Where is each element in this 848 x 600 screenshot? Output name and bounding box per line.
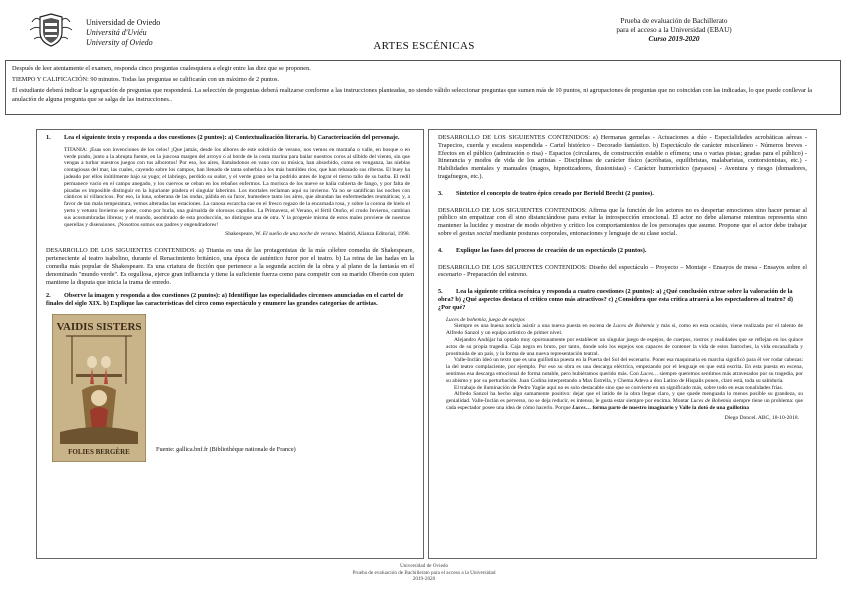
question-3-title: Sintetice el concepto de teatro épico creado por Bertold Brecht (2 puntos). xyxy=(456,189,654,197)
review-p5-italic: Luces de Bohemia xyxy=(690,398,732,405)
university-name-asturian: Universitá d'Uviéu xyxy=(86,28,147,37)
question-3-development-italic: gestus social xyxy=(459,229,492,237)
review-source: Diego Doncel. ABC, 18-10-2018. xyxy=(724,414,799,421)
question-2-number: 2. xyxy=(46,292,51,300)
question-2-title: Observe la imagen y responda a dos cuestiones (2 puntos): a) Identifique las especialidades circenses anunciadas en el cartel de finales del siglo XIX. b) Explique las características del circo como espectáculo y enumere las grandes categorías de artistas. xyxy=(46,292,404,308)
question-3-development-b: mediante posturas corporales, entonaciones y lenguaje de su clase social. xyxy=(491,229,678,237)
question-2-heading xyxy=(46,292,414,308)
question-1-source-author: Shakespeare, W. xyxy=(225,231,262,238)
instructions-p1: Después de leer atentamente el examen, responda cinco preguntas cualesquiera a elegir entre las diez que se proponen. xyxy=(12,65,311,72)
footer-line1: Universidad de Oviedo xyxy=(399,563,449,569)
question-2-image-area xyxy=(46,314,414,464)
poster-top-text: VAIDIS SISTERS xyxy=(56,320,142,333)
review-p3-a: Valle-Inclán ideó un texto que es una guillotina puesta en la Puerta del Sol del escenario. Poner esa maquinaria en marcha significó para él ver rodar cabezas: la del teatro complaciente, por ejemplo. Por eso su obra es una descarga eléctrica, empezando por el lenguaje en que está escrita. En esta puesta en escena, sentimos esa descarga emocional de forma notable, pero hubiéramos querido más. Con xyxy=(446,357,803,377)
review-p1-b: y más si, como en esta ocasión, viene realizada por el talento de Alfredo Sanzol y un equipo artístico de primer nivel. xyxy=(446,323,803,337)
question-1-number: 1. xyxy=(46,134,51,141)
review-p5-a: Alfredo Sanzol ha hecho algo sumamente positivo: dejar que el latido de la obra llegue claro, y que quede menguada lo menos posible su grandeza, su genialidad. Valle-Inclán es perverso, no se deja reducir, es intenso, le gusta estar siempre por encima. Montar xyxy=(446,391,803,405)
question-5-title: Lea la siguiente crítica escénica y responda a cuatro cuestiones (2 puntos): a) ¿Qué conclusión extrae sobre la valoración de la obra? b) ¿Qué aspectos destaca el crítico como más atractivos? c) ¿Considera que esta crítica atraerá a los espectadores al teatro? d) ¿Por qué? xyxy=(438,288,793,311)
right-column xyxy=(428,129,817,559)
circus-poster-image xyxy=(52,314,146,462)
instructions-box xyxy=(5,60,841,115)
question-5-heading xyxy=(438,288,807,311)
exam-title: ARTES ESCÉNICAS xyxy=(373,40,475,52)
review-paragraph-4: El trabajo de iluminación de Pedro Yagüe aquí no es solo destacable sino que se convierte en un significado más, sobre todo en esas tonalidades frías. xyxy=(454,384,783,391)
question-3-number: 3. xyxy=(438,189,443,197)
question-1-quote: TITANIA: ¡Esas son invenciones de los celos! ¡Que jamás, desde los albores de este solsticio de verano, nos vemos en montaña o valle, en bosque o en verde prado, junto a la abrupta fuente, en la juncosa margen del arroyo o al borde de la costa marina para bailar nuestros coros al silbido del viento, sin que vengas a turbar nuestros juegos con tus alborotos! Por eso, los aires, llamándonos en vano con su música, han absorbido, como en venganza, las nieblas contagiosas del mar, las cuales, cayendo sobre los campos, han llenado de tanta soberbia a los más humildes ríos, que han rebasado sus riberas. El buey ha jadeado por ellos inútilmente bajo su yugo; el labriego, perdido su sudor, y el verde grano se ha podrido antes de lograr el tierno tallo de su barba. El redil permanece vacío en el campo anegado, y los cuervos se ceban en los rebaños enfermos. La morisca de los nueve se halla cubierta de fango, y por falta de pisadas es imposible distinguir en la lujuriante pradera el singular laberinto. Los mortales reclaman aquí su invierno. Ya no se santifican las noches con cánticos ni villancicos. Por eso, la luna, soberana de las ondas, pálida en su furor, humedece tanto los aires, que abundan las enfermedades reumáticas; y, a favor de tan mala temperatura, vemos alteradas las estaciones. La canosa escarcha cae en el fresco regazo de la encarnada rosa, y sobre la corona de hielo el yerto y vetusto Invierno se pone, como por burla, una guirnalda de olorosos capullos. La Primavera, el Verano, el fértil Otoño, el crudo Invierno, cambian sus acostumbradas libreas; y el mundo, asombrado de esta producción, no distingue ana de otra. Y la progenie misma de estos males proviene de nuestras querellas y disensiones. ¡Nosotros somos sus padres y engendradores! xyxy=(64,146,410,228)
question-4-title: Explique las fases del proceso de creación de un espectáculo (2 puntos). xyxy=(456,246,647,254)
review-p3-b: siempre queremos sentimos más atravesados por su tragedia, por su abismo y por su perturbación. Juan Codina interpretando a Max Estrella, y Chema Adeva a don Latino de Hispalis ponen, claro está, toda su sabiduría. xyxy=(446,370,803,384)
question-1-source xyxy=(46,231,410,238)
question-5-number: 5. xyxy=(438,288,443,296)
review-paragraph-3 xyxy=(446,357,803,384)
question-4-heading xyxy=(438,247,807,255)
question-4-number: 4. xyxy=(438,246,443,254)
left-column xyxy=(36,129,424,559)
question-5-review xyxy=(446,317,803,422)
question-1-development: DESARROLLO DE LOS SIGUIENTES CONTENIDOS: a) Titania es una de las protagonistas de la más célebre comedia de Shakespeare, perteneciente al teatro isabelino, durante el Renacimiento británico, una época de auténtico furor por el teatro. b) La reina de las hadas en la comedia más popular de Shakespeare. Es una criatura de ficción que pertenece a la segunda acción de la obra y al plano de la fantasía en el denominado "mundo verde". Es orgullosa, ejerce gran influencia y tiene la suficiente fuerza como para competir con su marido Oberón con quien mantiene la disputa que inicia la trama de enredo. xyxy=(46,247,414,286)
poster-bottom-text: FOLIES BERGÈRE xyxy=(68,447,130,456)
university-name-english: University of Oviedo xyxy=(86,38,153,47)
footer-line2: Prueba de evaluación de Bachillerato para el acceso a la Universidad xyxy=(352,569,496,576)
question-4-development: DESARROLLO DE LOS SIGUIENTES CONTENIDOS: Diseño del espectáculo – Proyecto – Montaje - Ensayos de mesa - Ensayos sobre el escenario - Preparación del estreno. xyxy=(438,263,807,279)
review-heading: Luces de bohemia, juego de espejos xyxy=(446,316,525,323)
review-paragraph-1 xyxy=(446,323,803,337)
review-p5-b: siempre tiene un problema: que cada espectador posee una idea de cómo hacerlo. Porque xyxy=(446,398,803,411)
instructions-p2: TIEMPO Y CALIFICACIÓN: 90 minutos. Todas las preguntas se calificarán con un máximo de 2 puntos. xyxy=(12,76,280,84)
instructions-p3: El estudiante deberá indicar la agrupación de preguntas que responderá. La selección de preguntas deberá realizarse conforme a las instrucciones planteadas, no siendo válido seleccionar preguntas que sumen más de 10 puntos, ni agrupaciones de preguntas que no coincidan con las indicadas, lo que puede conllevar la anulación de alguna pregunta que se salga de las instrucciones.. xyxy=(12,87,813,103)
footer-line3: 2019-2020 xyxy=(412,576,436,583)
exam-info xyxy=(574,17,774,44)
university-name: Universidad de Oviedo xyxy=(86,18,161,27)
question-3-heading xyxy=(438,190,807,198)
question-1-title: Lea el siguiente texto y responda a dos cuestiones (2 puntos): a) Contextualización literaria. b) Caracterización del personaje. xyxy=(64,134,400,141)
question-1-heading xyxy=(46,134,414,142)
review-p1-a: Siempre es una buena noticia asistir a una nueva puesta en escena de xyxy=(454,323,614,330)
question-1-source-title: El sueño de una noche de verano xyxy=(262,231,336,238)
review-p5-italic-2: Luces… xyxy=(572,404,592,411)
review-p5-c: forma parte de nuestro imaginario y Valle la dotó de una guillotina xyxy=(591,404,749,411)
exam-info-line1: Prueba de evaluación de Bachillerato xyxy=(620,17,728,25)
page-header xyxy=(0,0,848,60)
exam-info-line2: para el acceso a la Universidad (EBAU) xyxy=(616,26,732,34)
question-3-development-a: DESARROLLO DE LOS SIGUIENTES CONTENIDOS: Afirma que la función de los actores no es despertar emociones sino hacer pensar al público sin empatizar con él sino distanciándose para evitar la introspección emocional. El actor no debe alienarse mientras representa sino mantener la lucidez y mostrar de modo objetivo y crítico los comportamientos de los personajes que asume. Propone que el actor debe trabajar sobre el xyxy=(438,206,807,237)
question-3-development xyxy=(438,207,807,238)
question-2-development: DESARROLLO DE LOS SIGUIENTES CONTENIDOS: a) Hermanas gemelas - Actuaciones a dúo - Especialidades acrobáticas aéreas - Trapecios, cuerda y escalera suspendida - Cartel histórico - Decorado fantástico. b) Espectáculo de carácter misceláneo - Números breves - Efectos en el público (admiración o risa) - Espacios (circulares, de construcción estable o efímera; una o varias pistas; gradas para el público) - Itinerancia y modos de vida de los artistas - Disciplinas de carácter físico (acróbatas, equilibristas, malabaristas, contorsionistas, etc.) - Habilidades mentales y manuales (magos, hipnotizadores, ilusionistas) - Carácter humorístico (payasos) - Aventura y riesgo (domadores, tragafuegos, etc.). xyxy=(438,134,807,180)
exam-course: Curso 2019-2020 xyxy=(648,35,700,43)
review-p1-italic: Luces de Bohemia xyxy=(613,323,655,330)
image-caption: Fuente: gallica.bnf.fr (Bibliothèque nationale de France) xyxy=(156,445,296,453)
page-footer xyxy=(0,563,848,583)
review-paragraph-5 xyxy=(446,391,803,411)
question-1-source-pub: . Madrid, Alianza Editorial, 1998. xyxy=(335,231,410,238)
review-paragraph-2: Alejandro Andújar ha optado muy oportunamente por establecer un singular juego de espejos, de cuerpos, rostros y realidades que se reflejan en los quince actos de su propia tragedia. Caja negra en bruto, por tanto, donde solo los espejos son capaces de contener la vida de estos fantoches, la vida encanallada y prostituida de un país, y la forma de una nueva representación teatral. xyxy=(446,336,803,357)
review-p3-italic: Luces… xyxy=(640,370,658,377)
